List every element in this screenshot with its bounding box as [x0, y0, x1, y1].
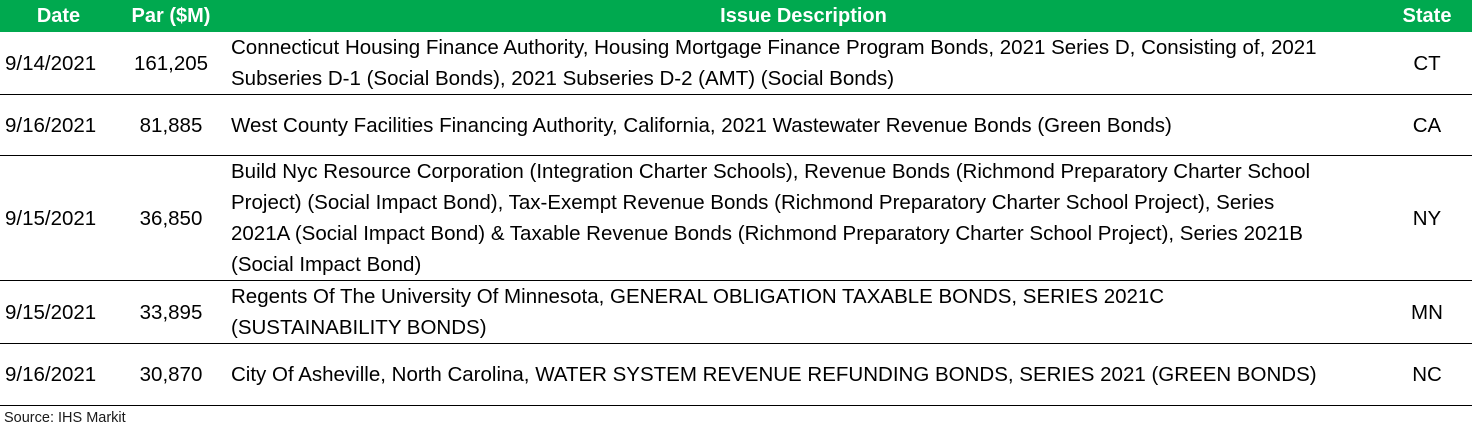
table-row — [0, 344, 1472, 406]
row-date: 9/14/2021 — [5, 51, 97, 75]
table-header — [0, 0, 1472, 32]
row-par: 161,205 — [133, 51, 209, 75]
header-date: Date — [36, 5, 81, 27]
row-description: West County Facilities Financing Authority, California, 2021 Wastewater Revenue Bonds (Green Bonds) — [231, 113, 1172, 137]
row-par: 30,870 — [139, 363, 203, 386]
header-state: State — [1402, 5, 1452, 27]
table-row — [0, 156, 1472, 281]
row-description: Connecticut Housing Finance Authority, Housing Mortgage Finance Program Bonds, 2021 Series D, Consisting of, 2021 Subseries D-1 (Social Bonds), 2021 Subseries D-2 (AMT) (Social Bonds) — [231, 36, 1317, 90]
table-row — [0, 281, 1472, 344]
row-par: 81,885 — [139, 113, 203, 137]
row-date: 9/15/2021 — [5, 300, 97, 324]
header-par: Par ($M) — [131, 5, 211, 27]
source-note: Source: IHS Markit — [4, 410, 126, 426]
row-description: Regents Of The University Of Minnesota, GENERAL OBLIGATION TAXABLE BONDS, SERIES 2021C (SUSTAINABILITY BONDS) — [231, 285, 1165, 339]
header-row — [0, 0, 1472, 32]
row-state: NC — [1412, 363, 1442, 386]
row-date: 9/15/2021 — [5, 206, 97, 230]
row-state: MN — [1411, 300, 1443, 324]
row-state: CT — [1413, 51, 1441, 75]
row-date: 9/16/2021 — [5, 363, 97, 386]
table-row — [0, 95, 1472, 156]
row-par: 33,895 — [139, 300, 203, 324]
table-row — [0, 32, 1472, 95]
row-state: NY — [1412, 206, 1442, 230]
row-state: CA — [1412, 113, 1442, 137]
row-date: 9/16/2021 — [5, 113, 97, 137]
row-par: 36,850 — [139, 206, 203, 230]
row-description: City Of Asheville, North Carolina, WATER SYSTEM REVENUE REFUNDING BONDS, SERIES 2021 (GREEN BONDS) — [231, 363, 1317, 386]
header-description: Issue Description — [720, 5, 887, 27]
row-description: Build Nyc Resource Corporation (Integration Charter Schools), Revenue Bonds (Richmond Preparatory Charter School Project) (Social Impact Bond), Tax-Exempt Revenue Bonds (Richmond Preparatory Charter School Project), Series 2021A (Social Impact Bond) & Taxable Revenue Bonds (Richmond Preparatory Charter School Project), Series 2021B (Social Impact Bond) — [231, 160, 1311, 276]
table-body — [0, 32, 1472, 406]
